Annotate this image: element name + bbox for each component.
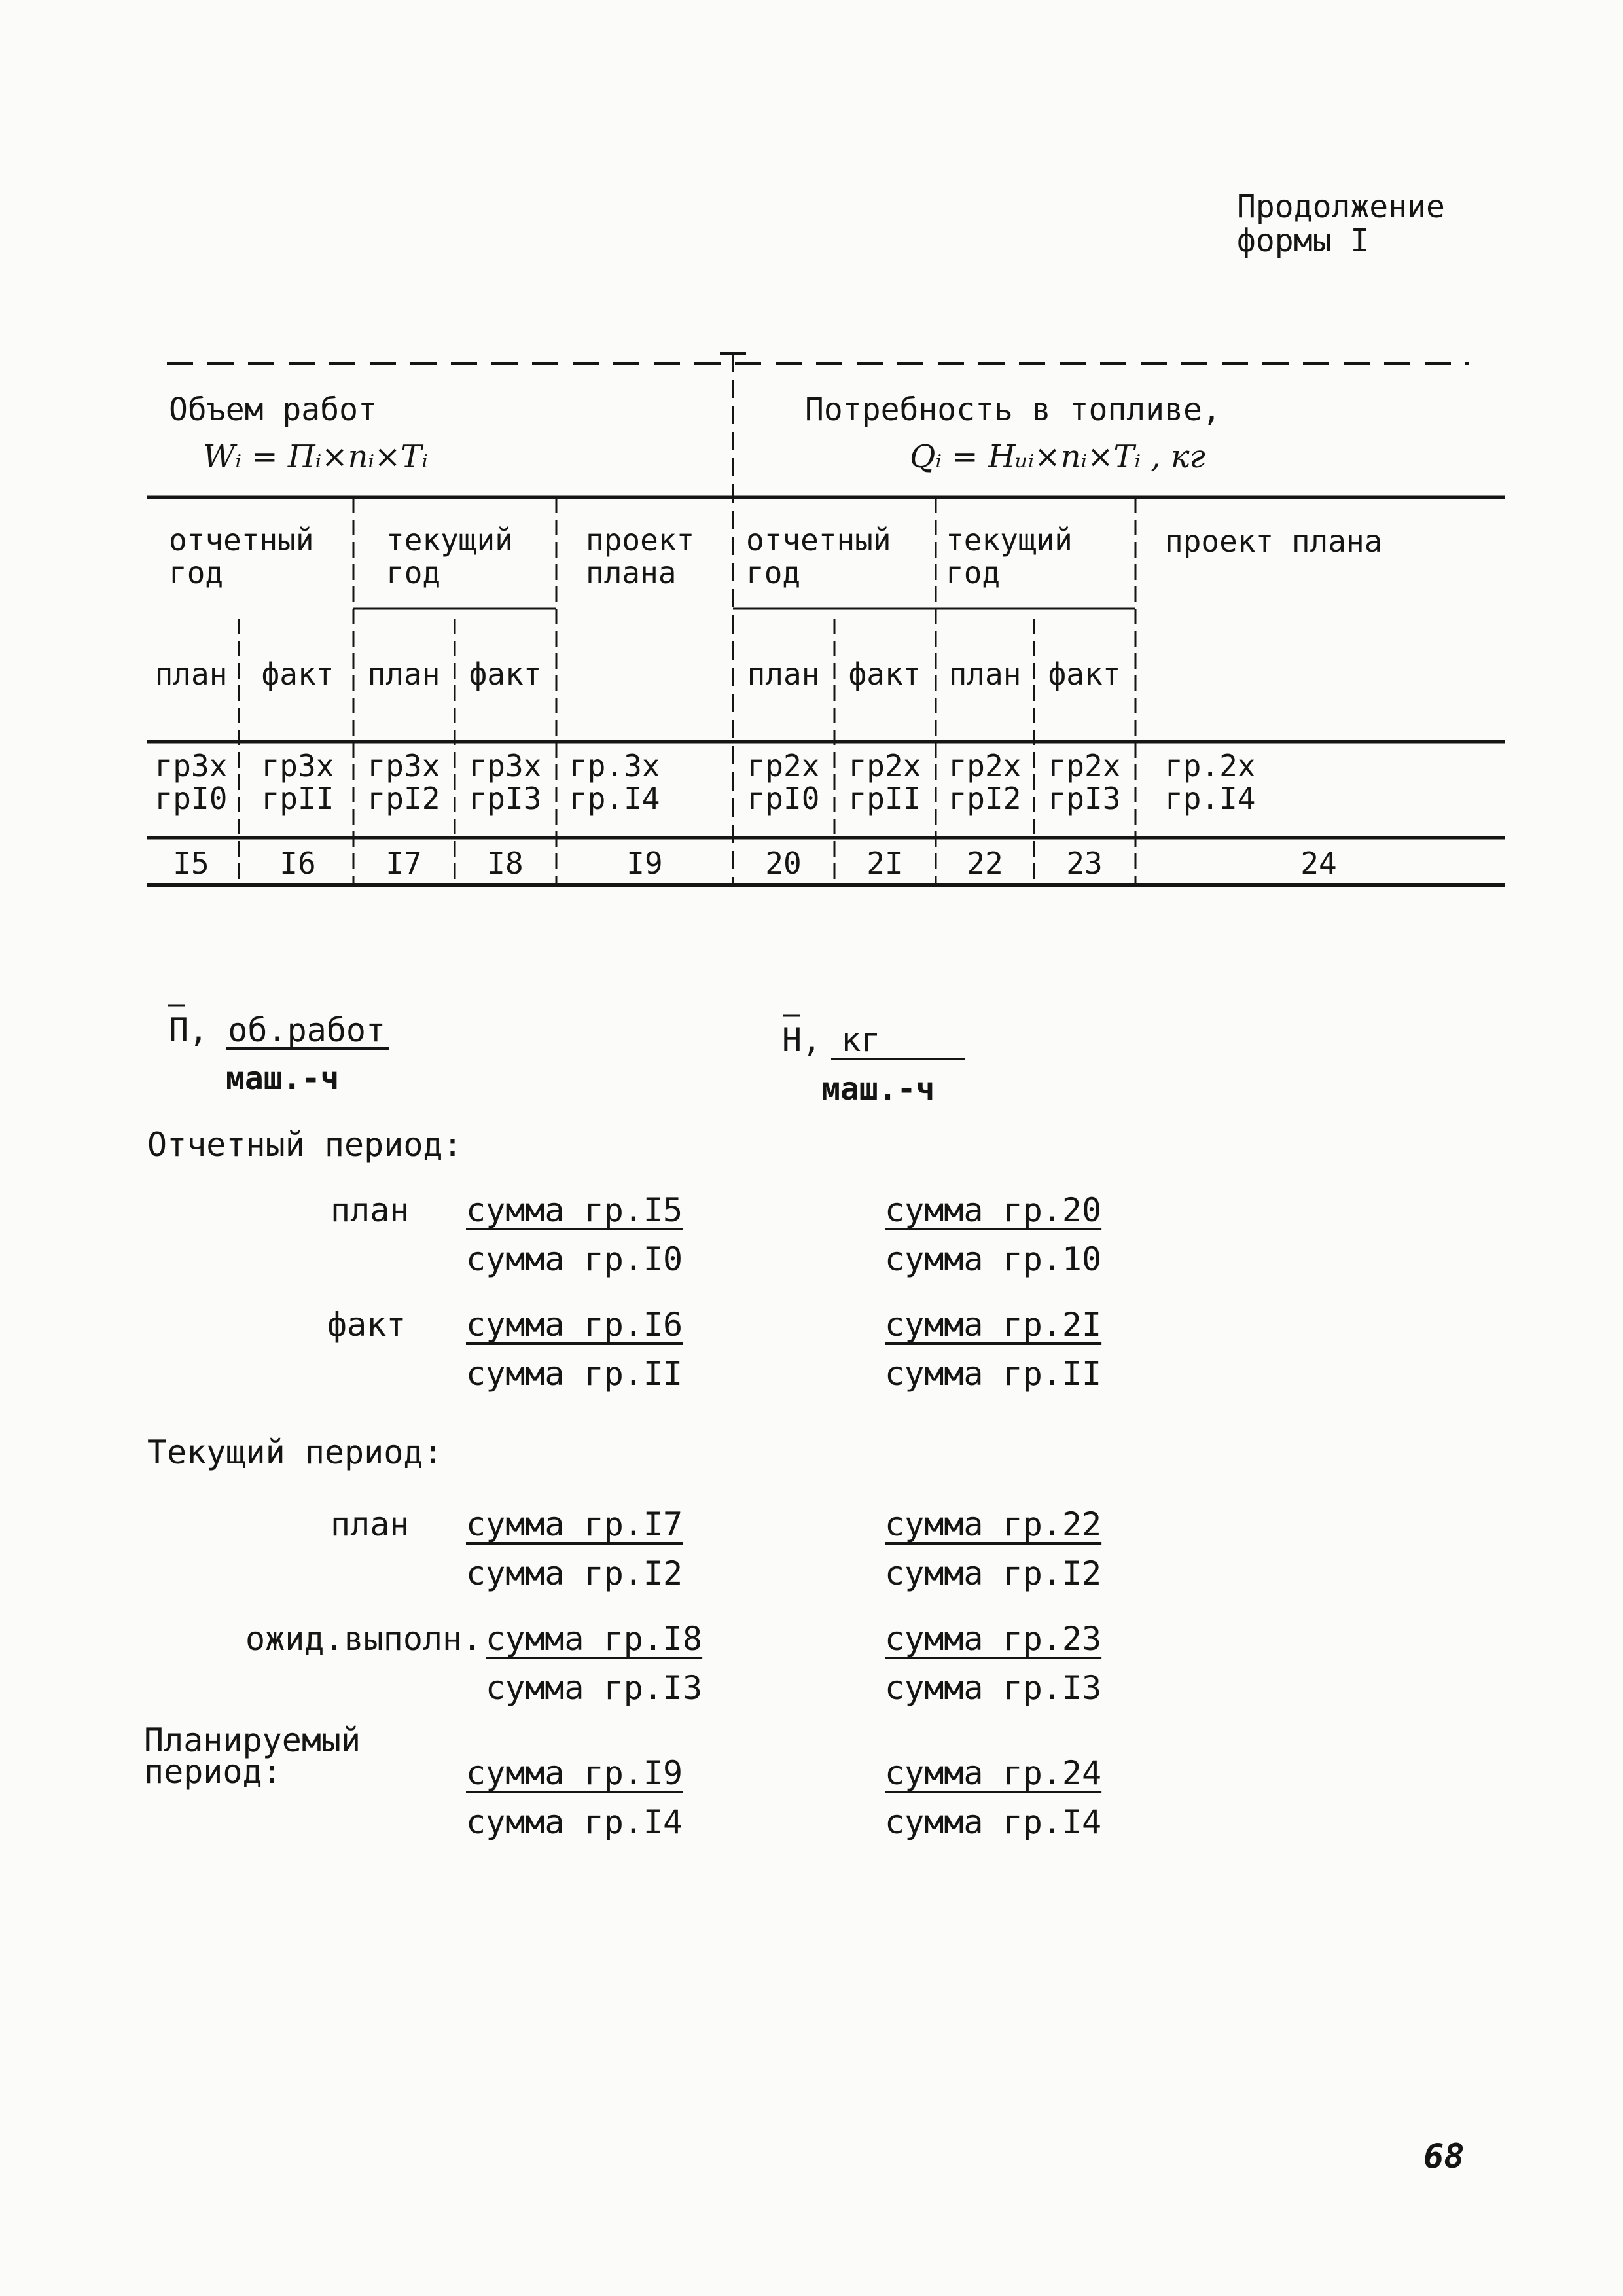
formula-cell: гр.3х гр.I4	[569, 748, 660, 816]
fraction-numerator: сумма гр.I6	[466, 1306, 683, 1344]
subhead-plan-2: план	[367, 656, 440, 692]
subhead-plan-4: план	[948, 656, 1022, 692]
column-number: I5	[173, 846, 209, 881]
fraction-numerator: сумма гр.24	[885, 1754, 1102, 1792]
section-current-period: Текущий период:	[147, 1433, 443, 1471]
work-unit-denominator: маш.-ч	[226, 1060, 340, 1097]
fraction-denominator: сумма гр.II	[466, 1355, 683, 1393]
fraction-numerator: сумма гр.I9	[466, 1754, 683, 1792]
row-label-expected: ожид.выполн.	[245, 1620, 482, 1658]
formula-cell: гр3х грI0	[154, 748, 228, 816]
subhead-fact-1: факт	[261, 656, 334, 692]
column-number: 22	[967, 846, 1003, 881]
column-number: I8	[487, 846, 524, 881]
subhead-fact-2: факт	[469, 656, 542, 692]
fraction-numerator: сумма гр.20	[885, 1191, 1102, 1229]
fraction-numerator: сумма гр.I7	[466, 1505, 683, 1543]
subhead-fact-4: факт	[1048, 656, 1121, 692]
fuel-unit-numerator: H, кг	[782, 1021, 881, 1059]
formula-cell: гр2х грII	[848, 748, 921, 816]
fraction-numerator: сумма гр.22	[885, 1505, 1102, 1543]
column-number: I9	[626, 846, 663, 881]
column-number: 23	[1066, 846, 1103, 881]
fraction-numerator: сумма гр.I5	[466, 1191, 683, 1229]
column-number: 24	[1300, 846, 1337, 881]
report-year-header: отчетный год	[169, 522, 314, 590]
fraction-denominator: сумма гр.I4	[885, 1803, 1102, 1841]
row-label-plan: план	[330, 1505, 410, 1543]
fuel-demand-title: Потребность в топливе,	[805, 391, 1221, 428]
page-number: 68	[1423, 2137, 1465, 2176]
work-unit-numerator: П, об.работ	[169, 1011, 386, 1049]
continuation-line-1: Продолжение	[1237, 188, 1445, 225]
formula-cell: гр2х грI3	[1048, 748, 1121, 816]
column-number: I7	[385, 846, 422, 881]
subhead-plan-3: план	[747, 656, 820, 692]
fraction-denominator: сумма гр.I2	[885, 1554, 1102, 1592]
continuation-line-2: формы I	[1237, 223, 1370, 259]
fuel-report-year-header: отчетный год	[746, 522, 891, 590]
column-number: 20	[765, 846, 802, 881]
work-volume-formula: Wᵢ = Пᵢ×nᵢ×Tᵢ	[203, 439, 428, 475]
fraction-numerator: сумма гр.23	[885, 1620, 1102, 1658]
fraction-denominator: сумма гр.10	[885, 1240, 1102, 1278]
fraction-denominator: сумма гр.I4	[466, 1803, 683, 1841]
subhead-fact-3: факт	[848, 656, 921, 692]
column-number: 2I	[866, 846, 903, 881]
fraction-denominator: сумма гр.I3	[486, 1669, 703, 1707]
fuel-current-year-header: текущий год	[946, 522, 1073, 590]
formula-cell: гр3х грI2	[367, 748, 440, 816]
fraction-denominator: сумма гр.I3	[885, 1669, 1102, 1707]
subhead-plan-1: план	[154, 656, 228, 692]
work-volume-title: Объем работ	[169, 391, 377, 428]
section-planned-period: Планируемый период:	[144, 1721, 361, 1791]
fuel-project-plan-header: проект плана	[1165, 524, 1383, 559]
formula-cell: гр3х грI3	[469, 748, 542, 816]
fraction-denominator: сумма гр.II	[885, 1355, 1102, 1393]
formula-cell: гр2х грI0	[747, 748, 820, 816]
fraction-numerator: сумма гр.I8	[486, 1620, 703, 1658]
fuel-demand-formula: Qᵢ = Hᵤᵢ×nᵢ×Tᵢ , кг	[910, 439, 1205, 475]
formula-cell: гр2х грI2	[948, 748, 1022, 816]
formula-cell: гр.2х гр.I4	[1165, 748, 1256, 816]
section-reporting-period: Отчетный период:	[147, 1126, 463, 1164]
column-number: I6	[279, 846, 316, 881]
row-label-plan: план	[330, 1191, 410, 1229]
project-plan-header: проект плана	[586, 522, 695, 590]
fraction-numerator: сумма гр.2I	[885, 1306, 1102, 1344]
row-label-fact: факт	[327, 1306, 406, 1344]
fraction-denominator: сумма гр.I0	[466, 1240, 683, 1278]
fraction-denominator: сумма гр.I2	[466, 1554, 683, 1592]
formula-cell: гр3х грII	[261, 748, 334, 816]
fuel-unit-denominator: маш.-ч	[821, 1071, 935, 1107]
current-year-header: текущий год	[386, 522, 513, 590]
